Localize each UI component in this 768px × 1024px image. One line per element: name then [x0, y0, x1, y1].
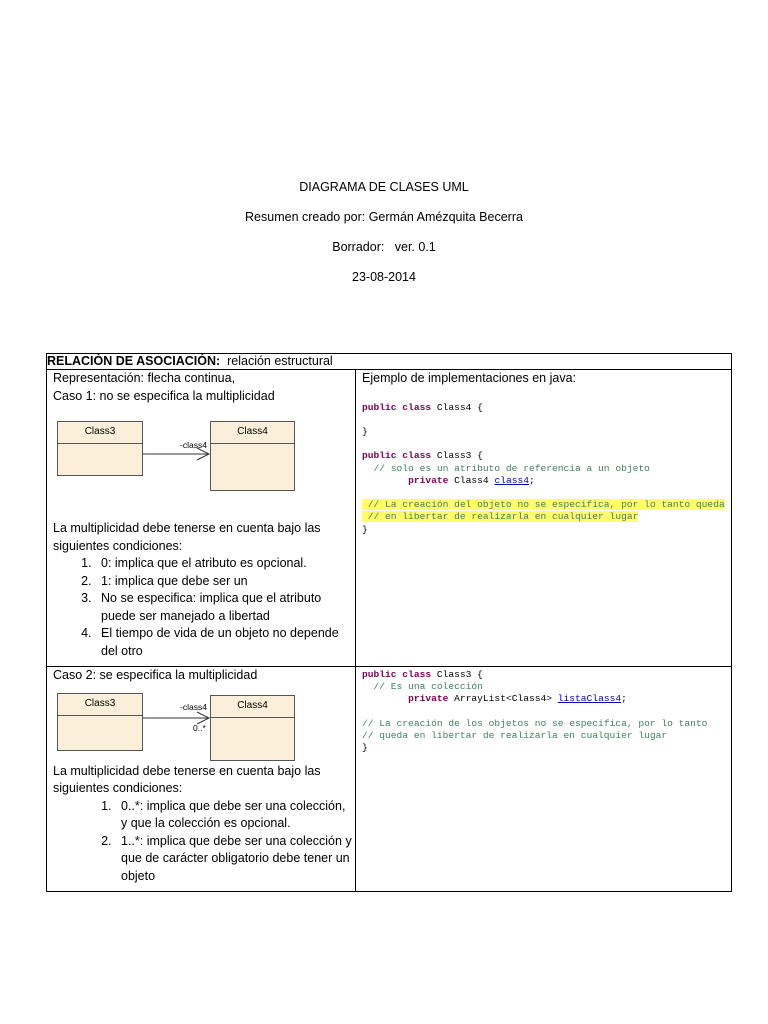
document-draft: Borrador: ver. 0.1	[332, 240, 436, 254]
code-comment: // solo es un atributo de referencia a un objeto	[362, 462, 650, 474]
list-item: 2. 1..*: implica que debe ser una colección y que de carácter obligatorio debe tener un objeto	[115, 833, 355, 886]
case2-left-cell	[47, 667, 356, 892]
case1-intro: La multiplicidad debe tenerse en cuenta bajo las siguientes condiciones:	[53, 521, 321, 553]
code-highlighted-comment: // La creación del objeto no se especifica, por lo tanto queda	[362, 499, 725, 511]
code-comment: // La creación de los objetos no se especifica, por lo tanto	[362, 717, 708, 729]
list-item: 1. 0: implica que el atributo es opcional.	[95, 555, 355, 573]
case1-right-cell	[356, 370, 732, 667]
case1-class4-name: Class4	[211, 422, 294, 444]
case2-row	[47, 667, 732, 892]
case1-line2: Caso 1: no se especifica la multiplicidad	[53, 388, 275, 403]
code-text: Class4 {	[431, 401, 483, 413]
code-field: listaClass4	[557, 693, 622, 705]
case1-uml-diagram	[47, 405, 355, 520]
code-keyword: public class	[362, 669, 432, 680]
association-table	[46, 353, 732, 892]
case1-code-block	[356, 388, 731, 536]
case1-line1: Representación: flecha continua,	[53, 371, 236, 385]
code-text: }	[362, 425, 368, 437]
case1-condition-list	[47, 555, 355, 660]
list-item: 2. 1: implica que debe ser un	[95, 573, 355, 591]
case1-role-label: -class4	[180, 440, 207, 450]
code-field: class4	[494, 474, 529, 486]
case2-role-label: -class4	[180, 701, 207, 712]
code-text: Class3 {	[431, 450, 483, 462]
table-heading	[47, 354, 732, 370]
case1-left-cell	[47, 370, 356, 667]
code-text: }	[362, 742, 368, 754]
code-keyword: public class	[362, 450, 432, 462]
table-title-row	[47, 354, 732, 370]
code-text: }	[362, 523, 368, 535]
code-comment: // Es una colección	[362, 681, 483, 693]
case2-uml-diagram	[47, 685, 355, 763]
case2-code-block	[356, 667, 731, 754]
code-text: ArrayList<Class4>	[448, 693, 558, 705]
document-author: Resumen creado por: Germán Amézquita Becerra	[245, 210, 523, 224]
case2-condition-list	[47, 798, 355, 886]
code-keyword: private	[408, 693, 449, 705]
case2-line1: Caso 2: se especifica la multiplicidad	[53, 668, 258, 682]
table-heading-bold: RELACIÓN DE ASOCIACIÓN:	[47, 354, 221, 368]
code-text: ;	[621, 693, 627, 705]
code-text: Class4	[448, 474, 495, 486]
case2-class3-name: Class3	[58, 694, 142, 716]
document-title: DIAGRAMA DE CLASES UML	[299, 180, 469, 194]
code-keyword: public class	[362, 401, 432, 413]
case2-multiplicity-label: 0..*	[193, 722, 206, 733]
code-comment: // queda en libertar de realizarla en cualquier lugar	[362, 730, 668, 742]
java-heading: Ejemplo de implementaciones en java:	[362, 371, 577, 385]
case2-class4-name: Class4	[211, 696, 294, 718]
case1-association-arrow	[47, 405, 347, 520]
table-heading-rest: relación estructural	[220, 354, 333, 368]
code-text: ;	[528, 474, 535, 486]
list-item: 4. El tiempo de vida de un objeto no depende del otro	[95, 625, 355, 660]
list-item: 1. 0..*: implica que debe ser una colección, y que la colección es opcional.	[115, 798, 355, 833]
document-date: 23-08-2014	[352, 270, 416, 284]
code-text: Class3 {	[431, 669, 483, 680]
code-highlighted-comment: // en libertar de realizarla en cualquier lugar	[362, 511, 639, 523]
case1-class3-name: Class3	[58, 422, 142, 444]
case2-right-cell	[356, 667, 732, 892]
case1-row	[47, 370, 732, 667]
code-keyword: private	[408, 474, 449, 486]
list-item: 3. No se especifica: implica que el atributo puede ser manejado a libertad	[95, 590, 355, 625]
case2-intro: La multiplicidad debe tenerse en cuenta bajo las siguientes condiciones:	[53, 763, 321, 795]
